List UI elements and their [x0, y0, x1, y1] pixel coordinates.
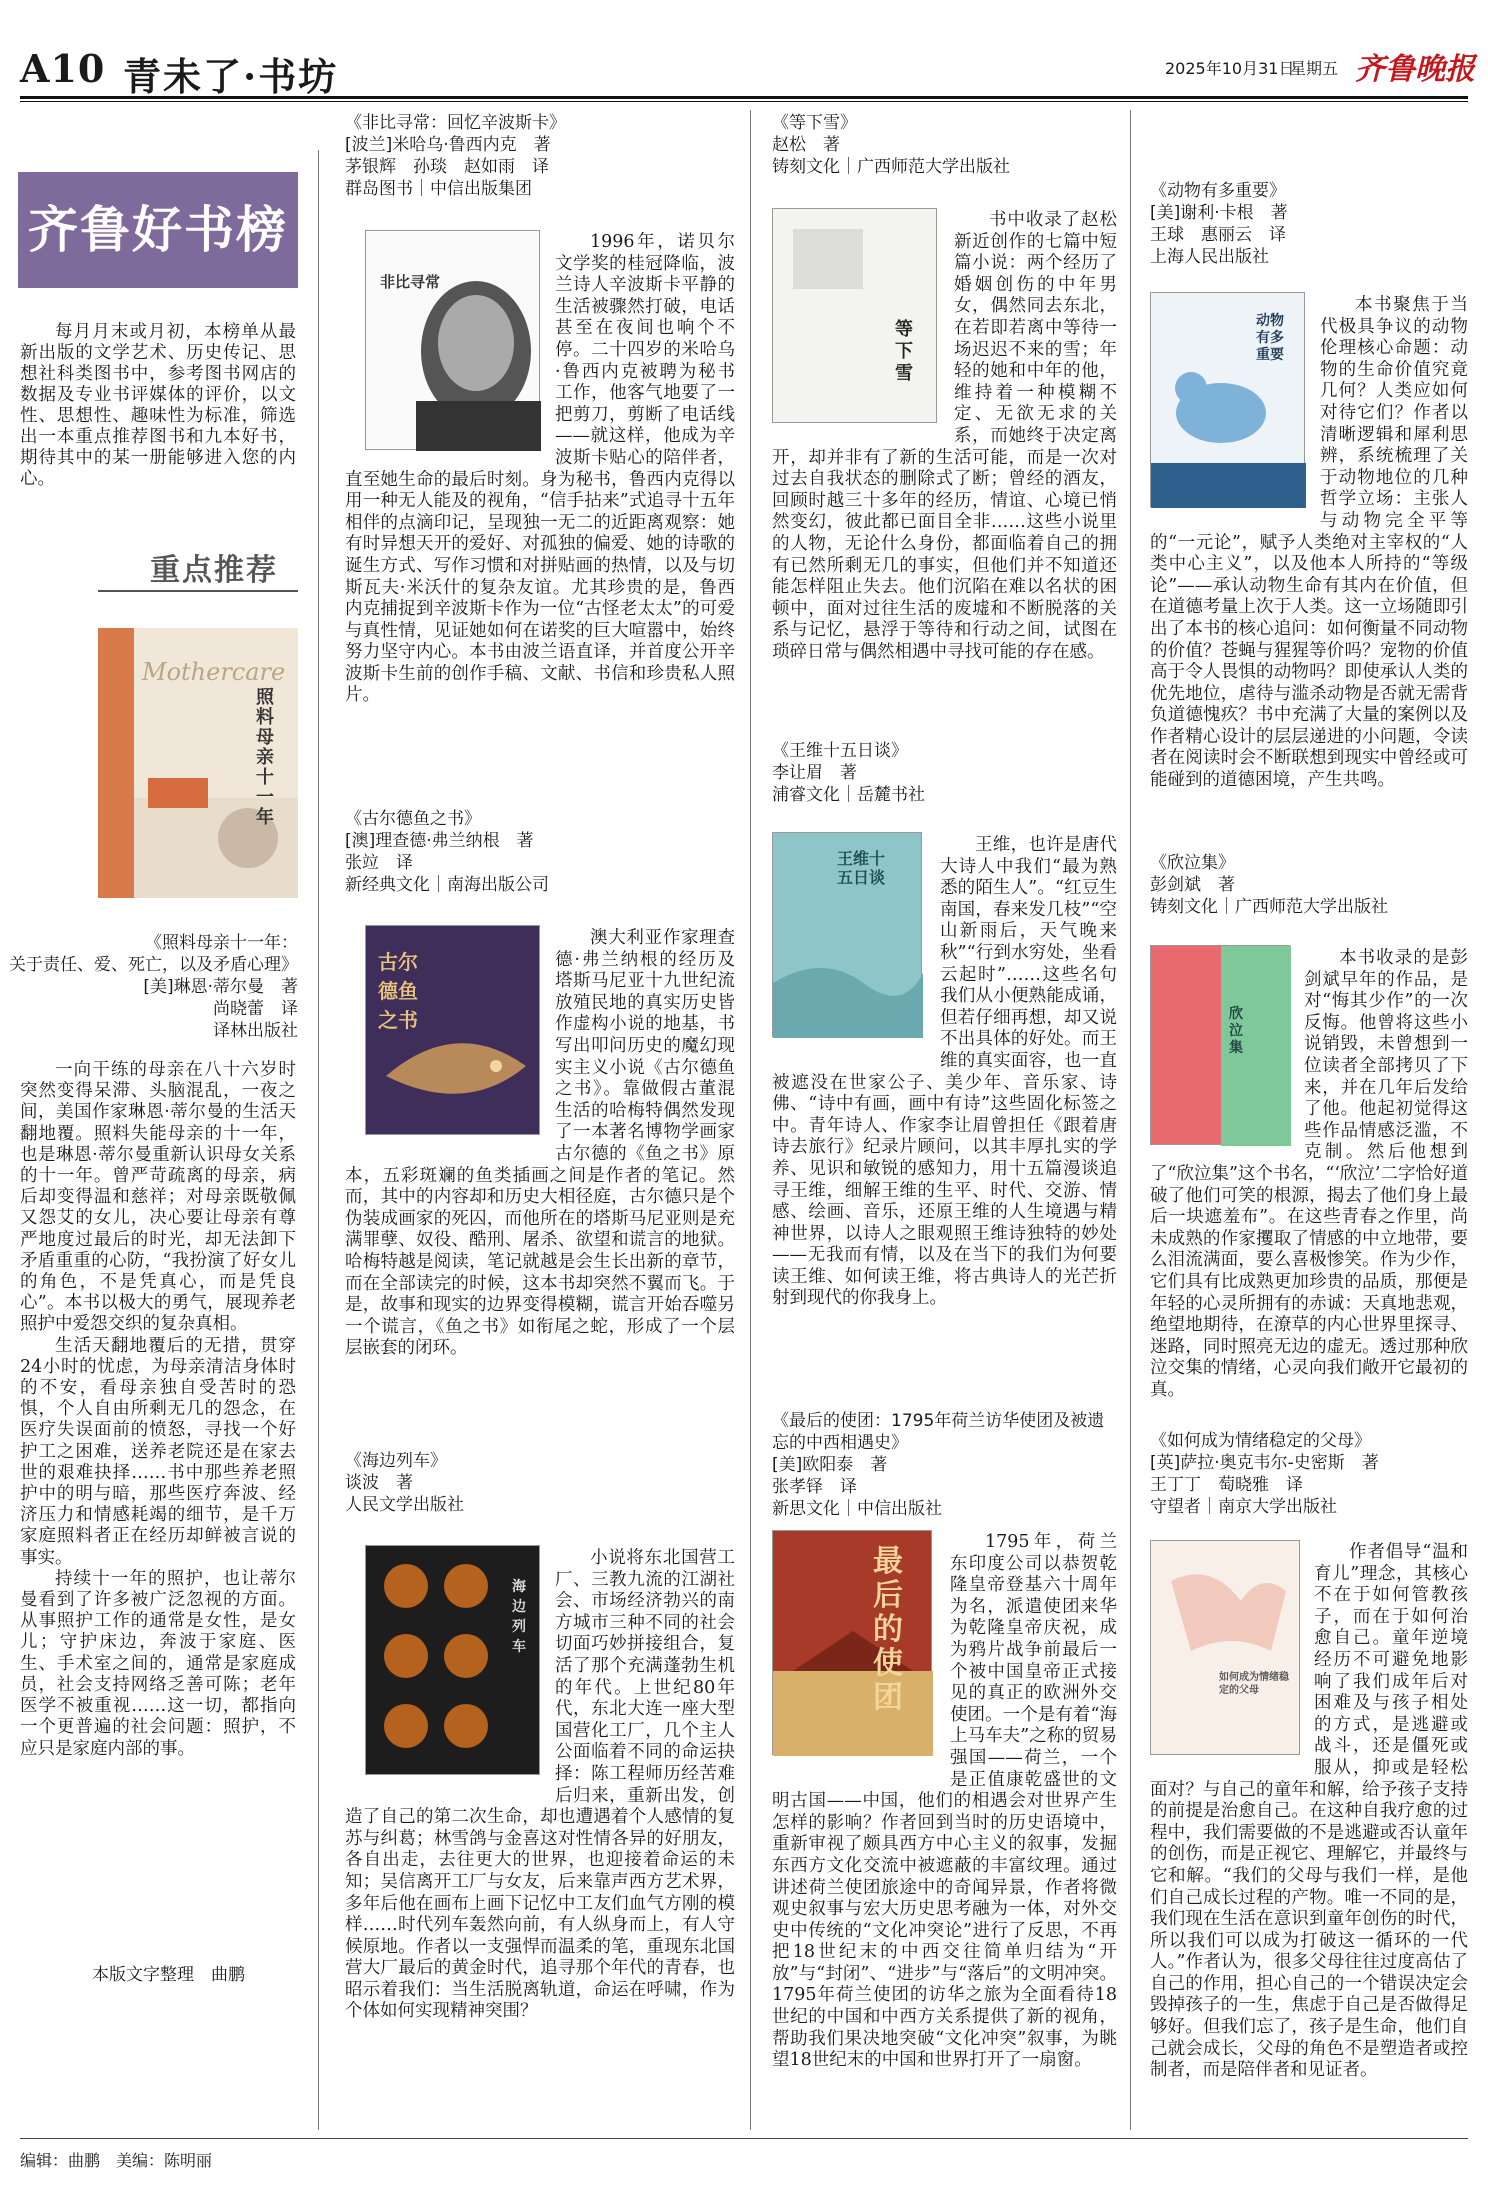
book-author: 彭剑斌 著 [1150, 875, 1235, 895]
focus-cover-en: Mothercare [142, 658, 286, 686]
focus-publisher: 译林出版社 [213, 1021, 298, 1041]
book-review [772, 210, 1117, 720]
book-publisher: 铸刻文化｜广西师范大学出版社 [1150, 897, 1388, 917]
book-publisher: 守望者｜南京大学出版社 [1150, 1497, 1337, 1517]
list-intro: 每月月末或月初，本榜单从最新出版的文学艺术、历史传记、思想社科类图书中，参考图书网店的数据及专业书评媒体的评价，以文性、思想性、趣味性为标准，筛选出一本重点推荐图书和九本好书，期待其中的某一册能够进入您的内心。 [20, 322, 296, 489]
book-author: [英]萨拉·奥克韦尔-史密斯 著 [1150, 1453, 1379, 1473]
book-text: 1996年，诺贝尔文学奖的桂冠降临，波兰诗人辛波斯卡平静的生活被骤然打破，电话甚至在夜间也响个不停。二十四岁的米哈乌·鲁西内克被聘为秘书工作，他客气地要了一把剪刀，剪断了电话线——就这样，他成为辛波斯卡贴心的陪伴者，直至她生命的最后时刻。身为秘书，鲁西内克得以用一种无人能及的视角，“信手拈来”式追寻十五年相伴的点滴印记，呈现独一无二的近距离观察：她有时异想天开的爱好、对孤独的偏爱、她的诗歌的诞生方式、写作习惯和对拼贴画的热情，以及与切斯瓦夫·米沃什的复杂友谊。尤其珍贵的是，鲁西内克捕捉到辛波斯卡作为一位“古怪老太太”的可爱与真性情，见证她如何在诺奖的巨大喧嚣中，始终努力坚守内心。本书由波兰语直译，并首度公开辛波斯卡生前的创作手稿、文献、书信和珍贵私人照片。 [345, 232, 735, 706]
book-text: 王维，也许是唐代大诗人中我们“最为熟悉的陌生人”。“红豆生南国，春来发几枝”“空山新雨后，天气晚来秋”“行到水穷处，坐看云起时”……这些名句我们从小便熟能成诵，但若仔细再想，却又说不出具体的好处。而王维的真实面容，也一直被遮没在世家公子、美少年、音乐家、诗佛、“诗中有画，画中有诗”这些固化标签之中。青年诗人、作家李让眉曾担任《跟着唐诗去旅行》纪录片顾问，以其丰厚扎实的学养、见识和敏锐的感知力，用十五篇漫谈追寻王维，细解王维的生平、时代、交游、情感、绘画、音乐，还原王维的人生境遇与精神世界，以诗人之眼观照王维诗独特的妙处——无我而有情，以及在当下的我们为何要读王维、如何读王维，将古典诗人的光芒折射到现代的你我身上。 [772, 835, 1117, 1309]
book-publisher: 人民文学出版社 [345, 1495, 464, 1515]
focus-caption [0, 932, 298, 1042]
book-text: 澳大利亚作家理查德·弗兰纳根的经历及塔斯马尼亚十九世纪流放殖民地的真实历史皆作虚构小说的地基，书写出叩问历史的魔幻现实主义小说《古尔德鱼之书》。靠做假古董混生活的哈梅特偶然发现了一本著名博物学画家古尔德的《鱼之书》原本，五彩斑斓的鱼类插画之间是作者的笔记。然而，其中的内容却和历史大相径庭，古尔德只是个伪装成画家的死囚，而他所在的塔斯马尼亚则是充满罪孽、奴役、酷刑、屠杀、欲望和谎言的地狱。哈梅特越是阅读，笔记就越是会生长出新的章节，而在全部读完的时候，这本书却突然不翼而飞。于是，故事和现实的边界变得模糊，谎言开始吞噬另一个谎言，《鱼之书》如衔尾之蛇，形成了一个层层嵌套的闭环。 [345, 928, 735, 1359]
book-author: [波兰]米哈乌·鲁西内克 著 [345, 135, 551, 155]
book-text: 本书聚焦于当代极具争议的动物伦理核心命题：动物的生命价值究竟几何？人类应如何对待它们？作者以清晰逻辑和犀利思辨，系统梳理了关于动物地位的几种哲学立场：主张人与动物完全平等的“一元论”，赋予人类绝对主宰权的“人类中心主义”，以及他本人所持的“等级论”——承认动物生命有其内在价值，但在道德考量上次于人类。这一立场随即引出了本书的核心追问：如何衡量不同动物的价值？苍蝇与猩猩等价吗？宠物的价值高于令人畏惧的动物吗？即使承认人类的优先地位，虐待与滥杀动物是否就无需背负道德愧疚？书中充满了大量的案例以及作者精心设计的层层递进的小问题，令读者在阅读时会不断联想到现实中曾经或可能碰到的道德困境，产生共鸣。 [1150, 295, 1468, 791]
focus-paragraph: 生活天翻地覆后的无措，贯穿24小时的忧虑，为母亲清洁身体时的不安，看母亲独自受苦时的恐惧，个人自由所剩无几的怨念，在医疗失误面前的愤怒，寻找一个好护工之困难，送养老院还是在家去世的艰难抉择……书中那些养老照护中的明与暗，那些医疗奔波、经济压力和情感耗竭的细节，是千万家庭照料者正在经历却鲜被言说的事实。 [20, 1335, 296, 1568]
focus-title: 《照料母亲十一年： [145, 933, 298, 953]
book-publisher: 新经典文化｜南海出版公司 [345, 875, 549, 895]
book-cover-title: 欣泣集 [1229, 1006, 1243, 1056]
focus-heading: 重点推荐 [150, 553, 278, 588]
book-entry [345, 808, 735, 896]
page-credit: 本版文字整理 曲鹏 [92, 1965, 245, 1985]
column-divider [1130, 110, 1131, 2130]
book-author: [美]谢利·卡根 著 [1150, 203, 1288, 223]
book-review [1150, 295, 1468, 820]
book-title: 《最后的使团：1795年荷兰访华使团及被遗忘的中西相遇史》 [772, 1411, 1105, 1453]
book-review [772, 1532, 1117, 2132]
book-title: 《非比寻常：回忆辛波斯卡》 [345, 113, 566, 133]
book-review [345, 232, 735, 792]
book-review [1150, 1542, 1468, 2132]
book-author: [美]欧阳泰 著 [772, 1455, 888, 1475]
footer-rule [20, 2138, 1468, 2139]
focus-rule [98, 590, 298, 592]
book-title: 《古尔德鱼之书》 [345, 809, 481, 829]
book-title: 《欣泣集》 [1150, 853, 1235, 873]
focus-cover-title: 照料母亲十一年 [256, 687, 274, 828]
book-text: 本书收录的是彭剑斌早年的作品，是对“悔其少作”的一次反悔。他曾将这些小说销毁，未曾想到一位读者全部拷贝了下来，并在几年后发给了他。他起初觉得这些作品情感泛滥，不克制。然后他想到了“欣泣集”这个书名，“‘欣泣’二字恰好道破了他们可笑的根源，揭去了他们身上最后一块遮羞布”。在这些青春之作里，尚未成熟的作家攫取了情感的中立地带，要么泪流满面，要么喜极惨笑。作为少作，它们具有比成熟更加珍贵的品质，那便是年轻的心灵所拥有的赤诚：天真地悲观，绝望地期待，在潦草的内心世界里探寻、迷路，同时照亮无边的虚无。透过那种欣泣交集的情绪，心灵向我们敞开它最初的真。 [1150, 948, 1468, 1400]
column-divider [318, 150, 319, 2130]
book-publisher: 上海人民出版社 [1150, 247, 1269, 267]
book-text: 书中收录了赵松新近创作的七篇中短篇小说：两个经历了婚姻创伤的中年男女，偶然同去东北，在若即若离中等待一场迟迟不来的雪；年轻的她和中年的他，维持着一种模糊不定、无欲无求的关系，而她终于决定离开，却并非有了新的生活可能，而是一次对过去自我状态的删除式了断；曾经的酒友，回顾时越三十多年的经历，情谊、心境已悄然变幻，彼此都已面目全非……这些小说里的人物，无论什么身份，都面临着自己的拥有已然所剩无几的事实，但他们并不知道还能怎样阻止失去。他们沉陷在难以名状的困顿中，面对过往生活的废墟和不断脱落的关系与记忆，悬浮于等待和行动之间，试图在琐碎日常与偶然相遇中寻找可能的存在感。 [772, 210, 1117, 662]
book-title: 《等下雪》 [772, 113, 857, 133]
book-title: 《如何成为情绪稳定的父母》 [1150, 1431, 1371, 1451]
footer-editors: 编辑：曲鹏 美编：陈明丽 [20, 2151, 213, 2170]
focus-translator: 尚晓蕾 译 [213, 999, 298, 1019]
header-rule [20, 96, 1468, 102]
book-author: 李让眉 著 [772, 763, 857, 783]
book-translator: 王丁丁 萄晓雅 译 [1150, 1475, 1303, 1495]
book-entry [772, 740, 1117, 806]
book-publisher: 浦睿文化｜岳麓书社 [772, 785, 925, 805]
book-review [1150, 948, 1468, 1418]
book-review [345, 928, 735, 1438]
book-entry [345, 1450, 735, 1516]
book-text: 作者倡导“温和育儿”理念，其核心不在于如何管教孩子，而在于如何治愈自己。童年逆境经历不可避免地影响了我们成年后对困难及与孩子相处的方式，是逃避或战斗，还是僵死或服从，抑或是轻松面对？与自己的童年和解，给予孩子支持的前提是治愈自己。在这种自我疗愈的过程中，我们需要做的不是逃避或否认童年的创伤，而是正视它、理解它，并最终与它和解。“我们的父母与我们一样，是他们自己成长过程的产物。唯一不同的是，我们现在生活在意识到童年创伤的时代，所以我们可以成为打破这一循环的一代人。”作者认为，很多父母往往过度高估了自己的作用，担心自己的一个错误决定会毁掉孩子的一生，焦虑于自己是否做得足够好。但我们忘了，孩子是生命，他们自己就会成长，父母的角色不是塑造者或控制者，而是陪伴者和见证者。 [1150, 1542, 1468, 2081]
focus-subtitle: 关于责任、爱、死亡，以及矛盾心理》 [9, 955, 298, 975]
book-publisher: 铸刻文化｜广西师范大学出版社 [772, 157, 1010, 177]
book-cover-title: 古尔德鱼之书 [378, 950, 418, 1032]
focus-review [20, 1060, 296, 1760]
book-publisher: 群岛图书｜中信出版集团 [345, 179, 532, 199]
book-entry [772, 112, 1117, 178]
book-title: 《动物有多重要》 [1150, 181, 1286, 201]
section-title: 青未了·书坊 [123, 54, 339, 99]
book-translator: 张竝 译 [345, 853, 413, 873]
book-cover-title: 非比寻常 [380, 273, 441, 291]
issue-date: 2025年10月31日 [1165, 59, 1295, 78]
book-cover-title: 王维十五日谈 [837, 849, 886, 887]
book-entry [1150, 852, 1468, 918]
book-text: 1795年，荷兰东印度公司以恭贺乾隆皇帝登基六十周年为名，派遣使团来华为乾隆皇帝庆祝，成为鸦片战争前最后一个被中国皇帝正式接见的真正的欧洲外交使团。一个是有着“海上马车夫”之称的贸易强国——荷兰，一个是正值康乾盛世的文明古国——中国，他们的相遇会对世界产生怎样的影响？作者回到当时的历史语境中，重新审视了颇具西方中心主义的叙事，发掘东西方文化交流中被遮蔽的丰富纹理。通过讲述荷兰使团旅途中的奇闻异景，作者将微观史叙事与宏大历史思考融为一体，对外交史中传统的“文化冲突论”进行了反思，不再把18世纪末的中西交往简单归结为“开放”与“封闭”、“进步”与“落后”的文明冲突。1795年荷兰使团的访华之旅为全面看待18世纪的中国和中西方关系提供了新的视角，帮助我们果决地突破“文化冲突”叙事，为眺望18世纪末的中国和世界打开了一扇窗。 [772, 1532, 1117, 2071]
page-number: A10 [20, 46, 106, 91]
book-translator: 王球 惠丽云 译 [1150, 225, 1286, 245]
book-translator: 张孝铎 译 [772, 1477, 857, 1497]
issue-weekday: 星期五 [1290, 59, 1339, 78]
book-entry [345, 112, 735, 200]
book-publisher: 新思文化｜中信出版社 [772, 1499, 942, 1519]
list-banner: 齐鲁好书榜 [18, 172, 298, 288]
book-cover-title: 最后的使团 [873, 1544, 903, 1715]
book-title: 《海边列车》 [345, 1451, 447, 1471]
book-cover-title: 如何成为情绪稳定的父母 [1219, 1672, 1289, 1696]
book-entry [772, 1410, 1117, 1520]
book-author: [澳]理查德·弗兰纳根 著 [345, 831, 534, 851]
book-author: 谈波 著 [345, 1473, 413, 1493]
book-cover-title: 动物有多重要 [1256, 313, 1284, 363]
book-text: 小说将东北国营工厂、三教九流的江湖社会、市场经济勃兴的南方城市三种不同的社会切面巧妙拼接组合，复活了那个充满蓬勃生机的年代。上世纪80年代，东北大连一座大型国营化工厂，几个主人公面临着不同的命运抉择：陈工程师历经苦难后归来，重新出发，创造了自己的第二次生命，却也遭遇着个人感情的复苏与纠葛；林雪鸽与金喜这对性情各异的好朋友，各自出走，去往更大的世界，也迎接着命运的未知；吴信离开工厂与女友，后来靠声西方艺术界，多年后他在画布上画下记忆中工友们血气方刚的模样……时代列车轰然向前，有人纵身而上，有人守候原地。作者以一支强悍而温柔的笔，重现东北国营大厂最后的黄金时代，追寻那个年代的青春，也昭示着我们：当生活脱离轨道，命运在呼啸，作为个体如何实现精神突围？ [345, 1548, 735, 2022]
book-translator: 茅银辉 孙琰 赵如雨 译 [345, 157, 549, 177]
focus-book-cover [98, 628, 298, 898]
book-title: 《王维十五日谈》 [772, 741, 908, 761]
book-author: 赵松 著 [772, 135, 840, 155]
column-divider [750, 110, 751, 2130]
focus-paragraph: 持续十一年的照护，也让蒂尔曼看到了许多被广泛忽视的方面。从事照护工作的通常是女性，是女儿；守护床边，奔波于家庭、医生、手术室之间的，通常是家庭成员，社会支持网络乏善可陈；老年医学不被重视……这一切，都指向一个更普遍的社会问题：照护，不应只是家庭内部的事。 [20, 1568, 296, 1759]
book-review [772, 835, 1117, 1390]
book-cover-title: 海边列车 [512, 1579, 526, 1655]
book-review [345, 1548, 735, 2133]
book-entry [1150, 1430, 1468, 1518]
focus-author: [美]琳恩·蒂尔曼 著 [143, 977, 298, 997]
focus-paragraph: 一向干练的母亲在八十六岁时突然变得呆滞、头脑混乱，一夜之间，美国作家琳恩·蒂尔曼的生活天翻地覆。照料失能母亲的十一年，也是琳恩·蒂尔曼重新认识母女关系的十一年。曾严苛疏离的母亲，病后却变得温和慈祥；对母亲既敬佩又怨艾的女儿，决心要让母亲有尊严地度过最后的时光，却无法卸下矛盾重重的心防，“我扮演了好女儿的角色，不是凭真心，而是凭良心”。本书以极大的勇气，展现养老照护中爱怨交织的复杂真相。 [20, 1060, 296, 1335]
book-cover-title: 等下雪 [895, 319, 913, 384]
newspaper-logo: 齐鲁晚报 [1355, 52, 1475, 87]
book-entry [1150, 180, 1468, 268]
